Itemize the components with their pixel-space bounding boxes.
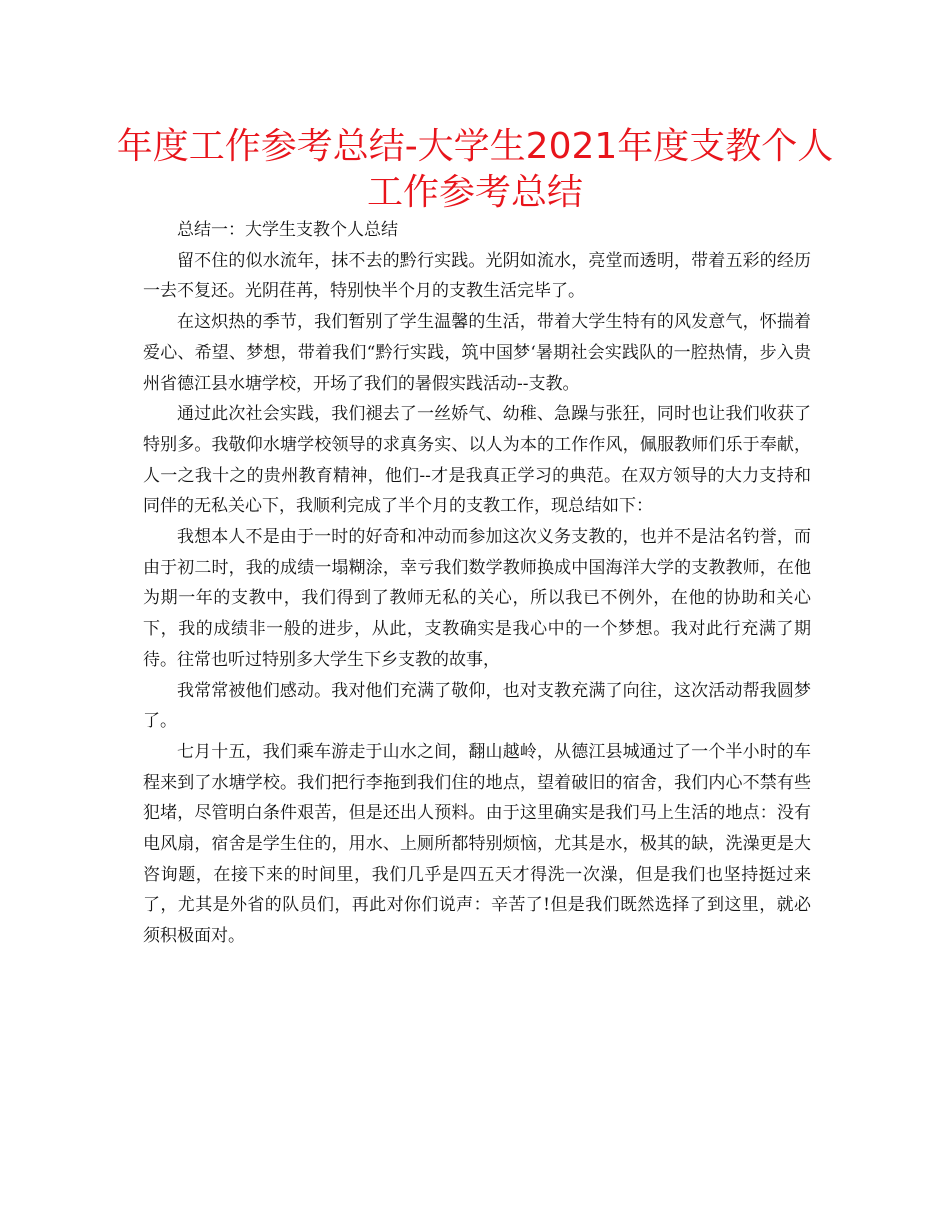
document-title: 年度工作参考总结-大学生2021年度支教个人工作参考总结 xyxy=(116,126,834,213)
paragraph: 在这炽热的季节，我们暂别了学生温馨的生活，带着大学生特有的风发意气，怀揣着爱心、希望、梦想，带着我们“黔行实践，筑中国梦‘暑期社会实践队的一腔热情，步入贵州省德江县水塘学校，开场了我们的暑假实践活动--支教。 xyxy=(143,312,811,394)
document-body xyxy=(143,215,811,952)
paragraph: 我常常被他们感动。我对他们充满了敬仰，也对支教充满了向往，这次活动帮我圆梦了。 xyxy=(143,680,811,732)
paragraph: 七月十五，我们乘车游走于山水之间，翻山越岭，从德江县城通过了一个半小时的车程来到了水塘学校。我们把行李拖到我们住的地点，望着破旧的宿舍，我们内心不禁有些犯堵，尽管明白条件艰苦，但是还出人预料。由于这里确实是我们马上生活的地点：没有电风扇，宿舍是学生住的，用水、上厕所都特别烦恼，尤其是水，极其的缺，洗澡更是大咨询题，在接下来的时间里，我们几乎是四五天才得洗一次澡，但是我们也坚持挺过来了，尤其是外省的队员们，再此对你们说声：辛苦了!但是我们既然选择了到这里，就必须积极面对。 xyxy=(143,741,811,947)
paragraph: 我想本人不是由于一时的好奇和冲动而参加这次义务支教的，也并不是沽名钓誉，而由于初二时，我的成绩一塌糊涂，幸亏我们数学教师换成中国海洋大学的支教教师，在他为期一年的支教中，我们得到了教师无私的关心，所以我已不例外，在他的协助和关心下，我的成绩非一般的进步，从此，支教确实是我心中的一个梦想。我对此行充满了期待。往常也听过特别多大学生下乡支教的故事， xyxy=(143,527,811,670)
section-heading: 总结一：大学生支教个人总结 xyxy=(177,220,398,240)
paragraph: 留不住的似水流年，抹不去的黔行实践。光阴如流水，亮堂而透明，带着五彩的经历一去不复还。光阴荏苒，特别快半个月的支教生活完毕了。 xyxy=(143,250,811,302)
paragraph: 通过此次社会实践，我们褪去了一丝娇气、幼稚、急躁与张狂，同时也让我们收获了特别多。我敬仰水塘学校领导的求真务实、以人为本的工作作风，佩服教师们乐于奉献，人一之我十之的贵州教育精神，他们--才是我真正学习的典范。在双方领导的大力支持和同伴的无私关心下，我顺利完成了半个月的支教工作，现总结如下： xyxy=(143,404,811,517)
